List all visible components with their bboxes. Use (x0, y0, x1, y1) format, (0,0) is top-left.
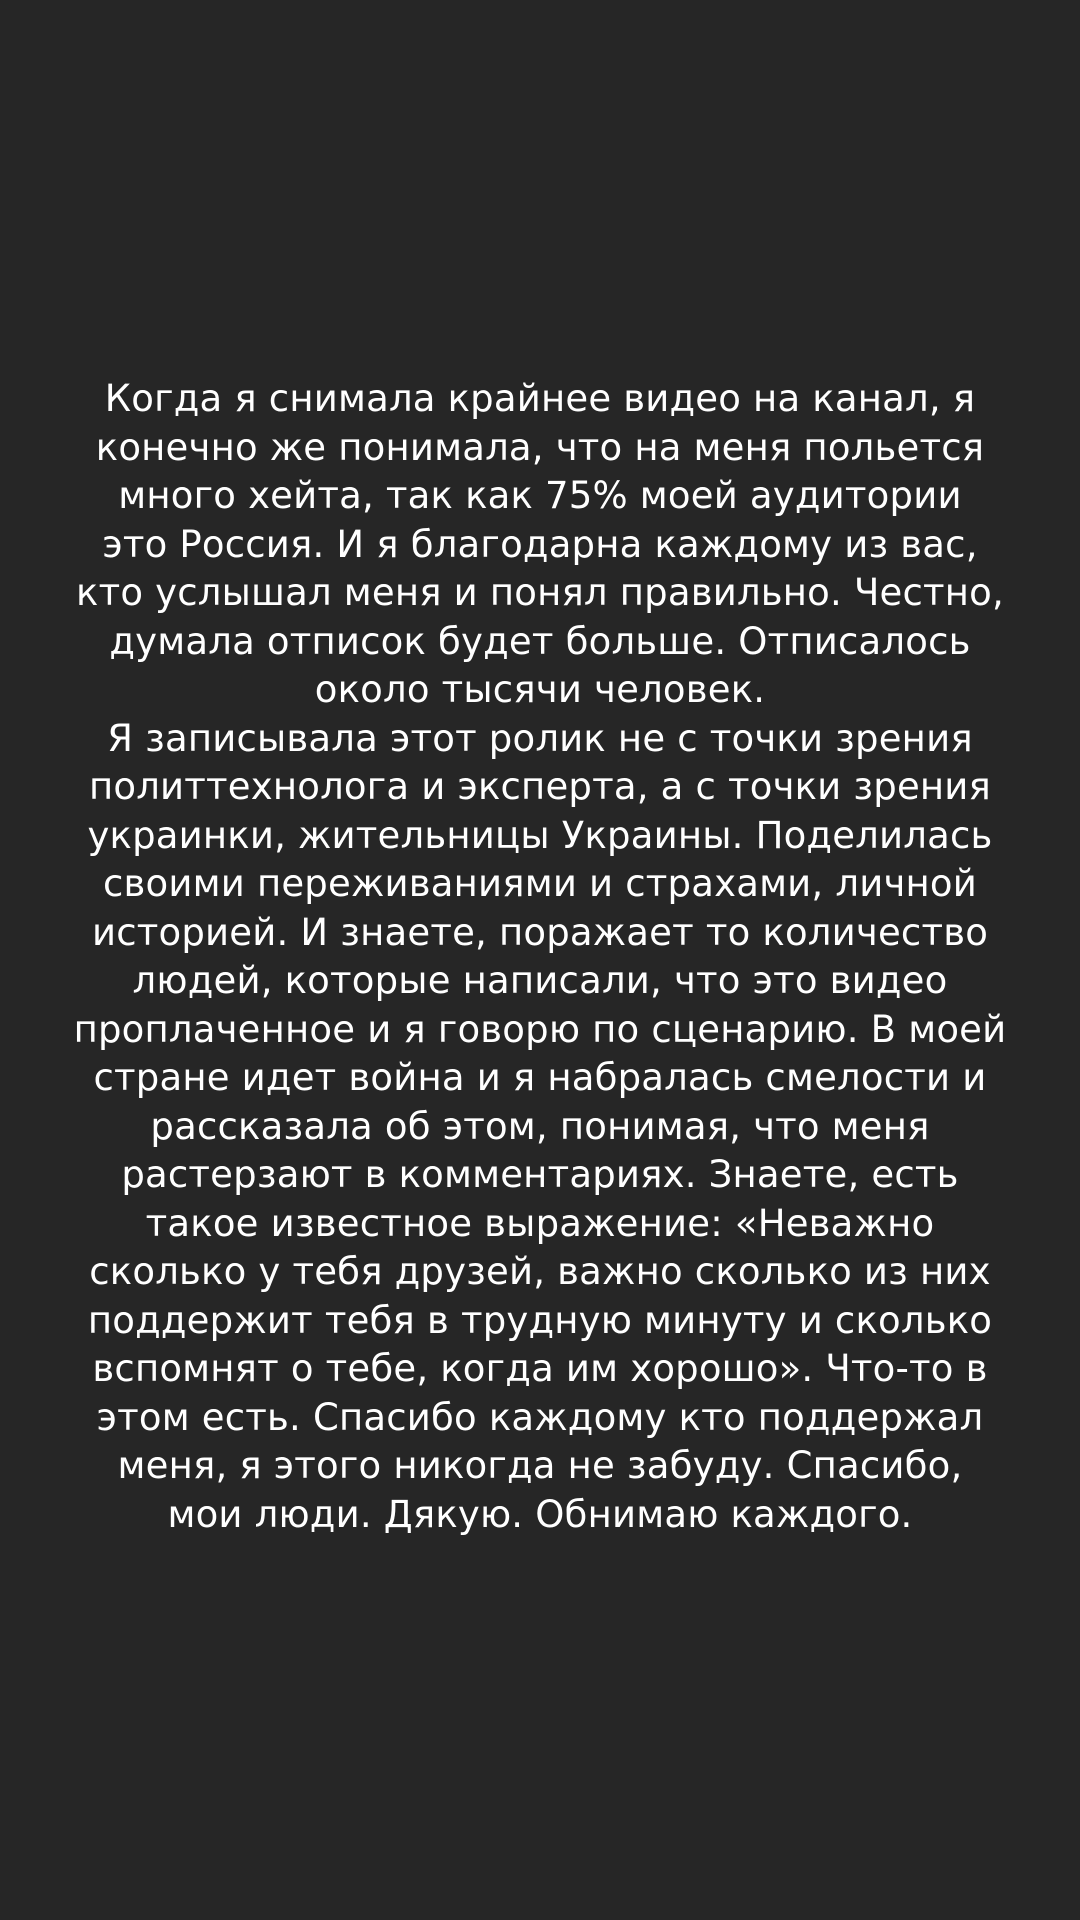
text-line: рассказала об этом, понимая, что меня (150, 1104, 930, 1148)
text-line: кто услышал меня и понял правильно. Честно, (76, 571, 1004, 614)
text-line: растерзают в комментариях. Знаете, есть (121, 1153, 959, 1196)
text-line: украинки, жительницы Украины. Поделилась (87, 813, 993, 857)
text-line: около тысячи человек. (314, 668, 766, 711)
text-line: проплаченное и я говорю по сценарию. В моей (73, 1007, 1007, 1051)
story-text-block (30, 375, 1050, 1539)
text-line: вспомнят о тебе, когда им хорошо». Что-то в (92, 1347, 988, 1390)
text-line: Я записывала этот ролик не с точки зрения (107, 716, 973, 760)
text-line: сколько у тебя друзей, важно сколько из них (89, 1250, 991, 1293)
text-line: стране идет война и я набралась смелости и (93, 1056, 987, 1099)
text-line: много хейта, так как 75% моей аудитории (118, 474, 962, 517)
text-line: поддержит тебя в трудную минуту и сколько (87, 1298, 993, 1342)
text-line: Когда я снимала крайнее видео на канал, я (104, 377, 976, 420)
text-line: такое известное выражение: «Неважно (145, 1201, 935, 1245)
text-line: своими переживаниями и страхами, личной (103, 862, 977, 905)
text-line: этом есть. Спасибо каждому кто поддержал (96, 1395, 984, 1439)
text-line: конечно же понимала, что на меня польется (95, 425, 985, 469)
text-line: мои люди. Дякую. Обнимаю каждого. (167, 1492, 913, 1536)
text-line: историей. И знаете, поражает то количество (91, 910, 989, 954)
text-line: политтехнолога и эксперта, а с точки зрения (88, 765, 992, 808)
text-line: думала отписок будет больше. Отписалось (109, 619, 971, 663)
text-line: меня, я этого никогда не забуду. Спасибо, (117, 1444, 963, 1487)
text-line: людей, которые написали, что это видео (132, 959, 948, 1002)
text-line: это Россия. И я благодарна каждому из вас, (102, 522, 978, 566)
